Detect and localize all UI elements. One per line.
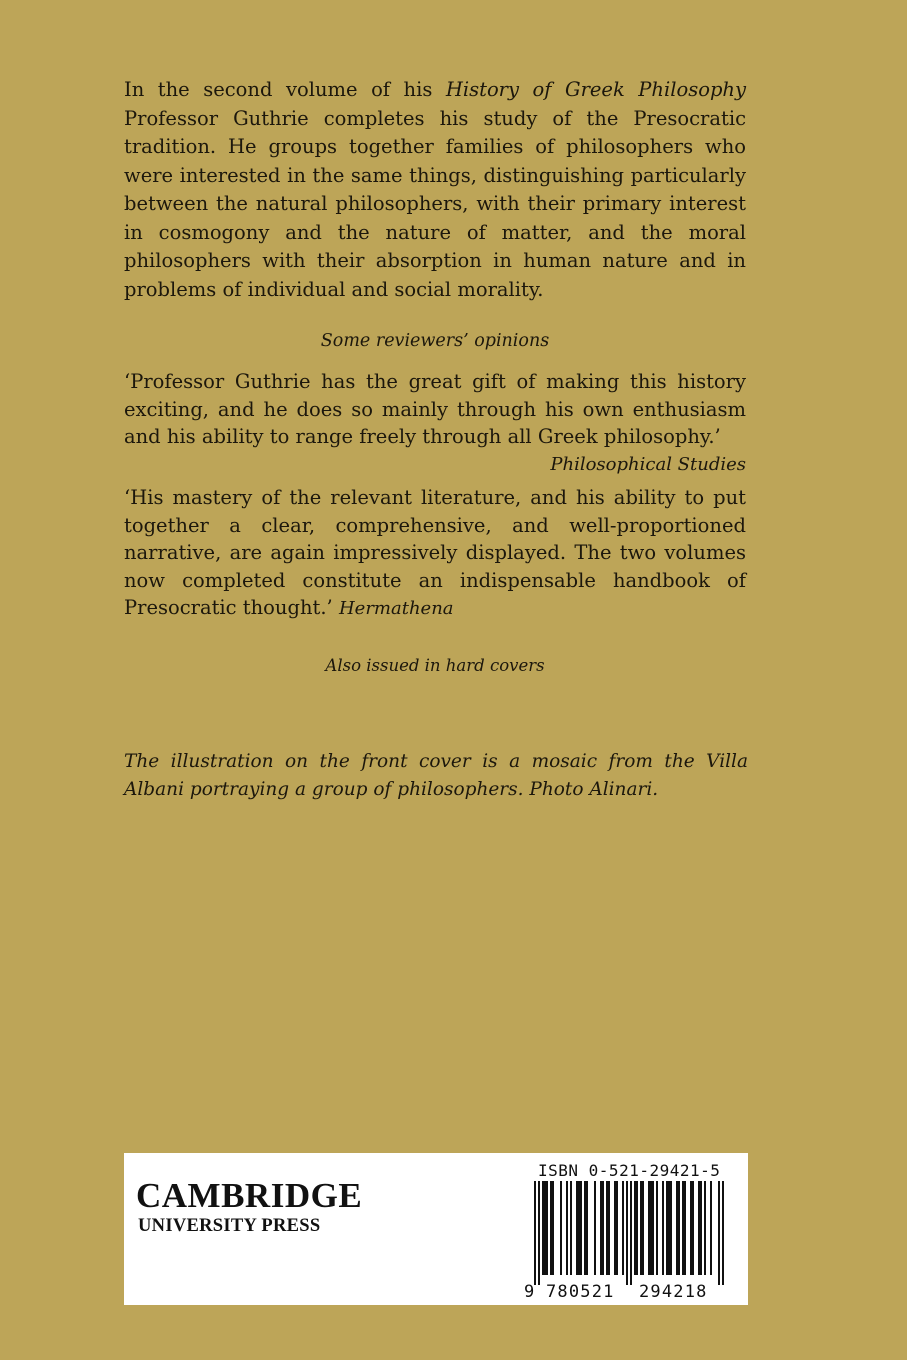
- blurb-rest: Professor Guthrie completes his study of the Presocratic tradition. He groups together families of philosophers who were interested in the same things, distinguishing particularly between the natural philosophers, with their primary interest in cosmogony and the nature of matter, and the moral philosophers with their absorption in human nature and in problems of individual and social morality.: [124, 106, 746, 301]
- barcode-bar: [684, 1181, 686, 1275]
- barcode-bar: [622, 1181, 624, 1275]
- review-2-source: Hermathena: [338, 598, 454, 619]
- barcode-bar: [570, 1181, 572, 1275]
- review-1-source: Philosophical Studies: [550, 453, 746, 475]
- barcode-bar: [642, 1181, 644, 1275]
- barcode-bar: [710, 1181, 712, 1275]
- barcode-bar: [608, 1181, 610, 1275]
- blurb-intro: In the second volume of his: [124, 78, 433, 101]
- barcode-bar: [690, 1181, 692, 1275]
- barcode-bar: [698, 1181, 700, 1275]
- barcode-bar: [566, 1181, 568, 1275]
- barcode-bar: [704, 1181, 706, 1275]
- barcode-bar: [534, 1181, 536, 1285]
- barcode-bar: [636, 1181, 638, 1275]
- description-blurb: [124, 76, 746, 304]
- publisher-logo: [136, 1177, 362, 1237]
- blurb-paragraph: [124, 76, 746, 304]
- cover-illustration-caption: The illustration on the front cover is a mosaic from the Villa Albani portraying a group of philosophers. Photo Alinari.: [124, 751, 748, 800]
- barcode-bar: [616, 1181, 618, 1275]
- barcode-bar: [552, 1181, 554, 1275]
- barcode-bar: [538, 1181, 540, 1285]
- barcode-bar: [700, 1181, 702, 1275]
- barcode-bar: [666, 1181, 668, 1275]
- barcode-bar: [634, 1181, 636, 1275]
- barcode-bar: [606, 1181, 608, 1275]
- barcode-bar: [640, 1181, 642, 1275]
- barcode-bar: [662, 1181, 664, 1275]
- publisher-subtitle: UNIVERSITY PRESS: [138, 1216, 321, 1236]
- barcode-bar: [560, 1181, 562, 1275]
- publisher-name: CAMBRIDGE: [136, 1176, 363, 1215]
- publisher-label-box: [124, 1153, 748, 1305]
- review-1-text: ‘Professor Guthrie has the great gift of making this history exciting, and he does so mainly through his own enthusiasm and his ability to range freely through all Greek philosophy.’: [124, 370, 746, 448]
- hard-covers-note: Also issued in hard covers: [325, 656, 545, 675]
- barcode-bar: [626, 1181, 628, 1285]
- barcode-bar: [602, 1181, 604, 1275]
- barcode-bar: [576, 1181, 578, 1275]
- barcode-digits-left: 780521: [546, 1282, 615, 1299]
- barcode-bar: [670, 1181, 672, 1275]
- barcode-bar: [678, 1181, 680, 1275]
- barcode-bar: [648, 1181, 650, 1275]
- barcode-bars: [534, 1181, 724, 1285]
- barcode-bar: [542, 1181, 544, 1275]
- barcode-bar: [682, 1181, 684, 1275]
- barcode-bar: [546, 1181, 548, 1275]
- barcode-digits-right: 294218: [639, 1282, 708, 1299]
- review-quote-1: [124, 368, 746, 478]
- barcode-bar: [656, 1181, 658, 1275]
- reviews-heading: Some reviewers’ opinions: [320, 331, 550, 351]
- barcode-bar: [586, 1181, 588, 1275]
- barcode-bar: [578, 1181, 580, 1275]
- review-quote-2: [124, 484, 746, 623]
- review-2-text: ‘His mastery of the relevant literature, and his ability to put together a clear, comprehensive, and well-proportioned narrative, are again impressively displayed. The two volumes now completed constitute an indispensable handbook of Presocratic thought.’: [124, 486, 746, 619]
- blurb-book-title: History of Greek Philosophy: [445, 78, 746, 101]
- barcode: [524, 1181, 732, 1299]
- barcode-bar: [584, 1181, 586, 1275]
- isbn-label: ISBN 0-521-29421-5: [538, 1161, 721, 1180]
- barcode-digit-first: 9: [524, 1282, 535, 1299]
- barcode-bar: [676, 1181, 678, 1275]
- barcode-bar: [544, 1181, 546, 1275]
- barcode-bar: [550, 1181, 552, 1275]
- barcode-bar: [668, 1181, 670, 1275]
- barcode-bar: [614, 1181, 616, 1275]
- barcode-bar: [722, 1181, 724, 1285]
- barcode-bar: [630, 1181, 632, 1285]
- barcode-bar: [580, 1181, 582, 1275]
- barcode-bar: [600, 1181, 602, 1275]
- barcode-bar: [652, 1181, 654, 1275]
- barcode-bar: [692, 1181, 694, 1275]
- barcode-bar: [650, 1181, 652, 1275]
- barcode-bar: [594, 1181, 596, 1275]
- barcode-bar: [718, 1181, 720, 1285]
